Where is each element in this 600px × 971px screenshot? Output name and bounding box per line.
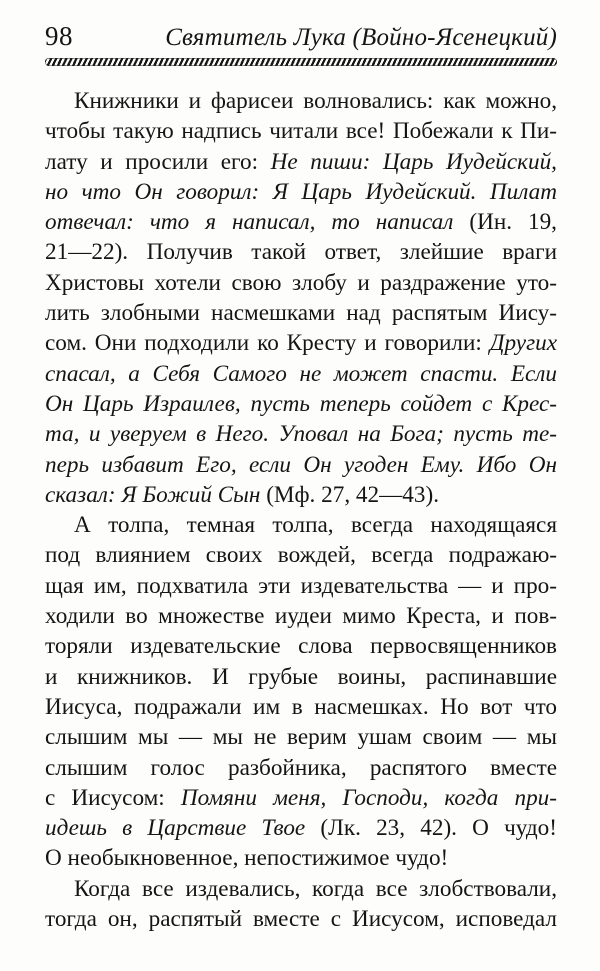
running-title: Святитель Лука (Войно-Ясенецкий): [165, 24, 557, 51]
text-line: [45, 753, 557, 783]
text-line: [45, 450, 557, 480]
text-line: [45, 874, 557, 904]
body-text: и книжников. И грубые воины, распинавшие: [45, 663, 557, 690]
running-head: [45, 0, 557, 55]
body-text: чтобы такую надпись читали все! Побежали к Пи-: [45, 118, 557, 145]
text-line: [45, 268, 557, 298]
text-line: [45, 419, 557, 449]
text-line: [45, 662, 557, 692]
body-text: (Ин. 19,: [453, 209, 557, 236]
body-text: сом. Они подходили ко Кресту и говорили:: [45, 330, 490, 357]
body-text: лить злобными насмешками над распятым Иису-: [45, 300, 557, 327]
page-number: 98: [45, 21, 73, 51]
text-line: [45, 510, 557, 540]
text-line: [45, 147, 557, 177]
text-line: [45, 843, 557, 873]
body-text: 21—22). Получив такой ответ, злейшие враги: [45, 239, 557, 266]
text-line: [45, 783, 557, 813]
scripture-quote: но что Он говорил: Я Царь Иудейский. Пилат: [45, 178, 557, 205]
rope-divider: [45, 58, 557, 66]
scripture-quote: сказал: Я Божий Сын: [45, 481, 261, 508]
text-line: [45, 389, 557, 419]
text-line: [45, 601, 557, 631]
body-text: О необыкновенное, непостижимое чудо!: [45, 845, 449, 872]
text-line: [45, 904, 557, 934]
page-body: [45, 86, 557, 934]
text-line: [45, 571, 557, 601]
text-line: [45, 540, 557, 570]
scripture-quote: та, и уверуем в Него. Уповал на Бога; пусть те-: [45, 421, 557, 448]
body-text: под влиянием своих вождей, всегда подражаю-: [45, 542, 557, 569]
body-text: ходили во множестве иудеи мимо Креста, и пов-: [45, 603, 557, 630]
body-text: тогда он, распятый вместе с Иисусом, исповедал: [45, 906, 557, 933]
body-text: слышим мы — мы не верим ушам своим — мы: [45, 724, 557, 751]
text-line: [45, 631, 557, 661]
text-line: [45, 86, 557, 116]
scripture-quote: Помяни меня, Господи, когда при-: [180, 784, 557, 811]
body-text: лату и просили его:: [45, 148, 271, 175]
body-text: Когда все издевались, когда все злобствовали,: [74, 875, 557, 902]
text-line: [45, 359, 557, 389]
body-text: А толпа, темная толпа, всегда находящаяся: [74, 512, 557, 539]
body-text: Христовы хотели свою злобу и раздражение уто-: [45, 269, 557, 296]
text-line: [45, 207, 557, 237]
scripture-quote: отвечал: что я написал, то написал: [45, 209, 454, 236]
text-line: [45, 722, 557, 752]
scripture-quote: Не пиши: Царь Иудейский,: [270, 148, 557, 175]
text-line: [45, 237, 557, 267]
text-line: [45, 116, 557, 146]
text-line: [45, 177, 557, 207]
body-text: слышим голос разбойника, распятого вместе: [45, 754, 557, 781]
body-text: с Иисусом:: [45, 784, 181, 811]
text-line: [45, 480, 557, 510]
body-text: торяли издевательские слова первосвященников: [45, 633, 557, 660]
body-text: Иисуса, подражали им в насмешках. Но вот что: [45, 693, 557, 720]
text-line: [45, 813, 557, 843]
body-text: Книжники и фарисеи волновались: как можно,: [74, 88, 557, 114]
scripture-quote: Он Царь Израилев, пусть теперь сойдет с Крес-: [45, 390, 557, 417]
scripture-quote: Других: [489, 330, 557, 357]
scripture-quote: спасал, а Себя Самого не может спасти. Если: [45, 360, 557, 387]
scripture-quote: идешь в Царствие Твое: [45, 815, 306, 842]
body-text: (Мф. 27, 42—43).: [260, 481, 440, 508]
text-line: [45, 298, 557, 328]
body-text: щая им, подхватила эти издевательства — и про-: [45, 572, 557, 599]
scripture-quote: перь избавит Его, если Он угоден Ему. Ибо Он: [45, 451, 557, 478]
text-line: [45, 692, 557, 722]
text-line: [45, 328, 557, 358]
body-text: (Лк. 23, 42). О чудо!: [305, 815, 557, 842]
